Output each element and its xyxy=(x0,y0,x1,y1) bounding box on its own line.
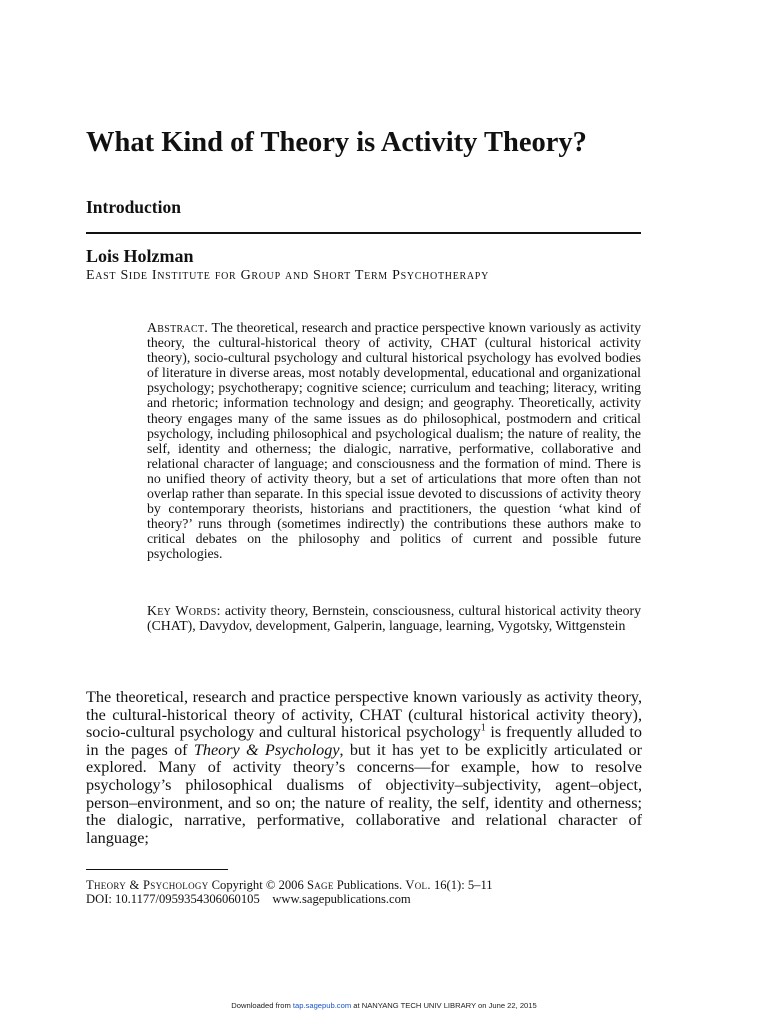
download-link[interactable]: tap.sagepub.com xyxy=(292,1001,352,1010)
abstract xyxy=(147,320,641,562)
body-paragraph xyxy=(86,689,642,847)
keywords-text: activity theory, Bernstein, consciousness, cultural historical activity theory (CHAT), Davydov, development, Galperin, language, learning, Vygotsky, Wittgenstein xyxy=(147,603,642,634)
doi-line: DOI: 10.1177/0959354306060105 www.sagepublications.com xyxy=(86,892,411,906)
keywords-label: Key Words: xyxy=(147,603,221,618)
footer-divider xyxy=(86,869,228,870)
body-text-part1: The theoretical, research and practice perspective known variously as activity theory, the cultural-historical theory of activity, CHAT (cultural historical activity theory), socio-cultural psychology and cultural historical psychology xyxy=(86,688,642,742)
journal-name-italic: Theory & Psychology xyxy=(193,740,340,759)
article-title: What Kind of Theory is Activity Theory? xyxy=(86,127,587,158)
publication-footer xyxy=(86,878,493,906)
download-notice xyxy=(0,1001,768,1010)
footer-publisher: Sage xyxy=(306,878,334,892)
footer-journal: Theory & Psychology xyxy=(86,878,209,892)
download-prefix: Downloaded from xyxy=(231,1001,293,1010)
footer-publisher-rest: Publications. xyxy=(333,878,406,892)
footer-vol-rest: 16(1): 5–11 xyxy=(430,878,493,892)
footer-copyright: Copyright © 2006 xyxy=(208,878,307,892)
author-name: Lois Holzman xyxy=(86,246,194,266)
keywords xyxy=(147,603,641,634)
author-affiliation: East Side Institute for Group and Short Term Psychotherapy xyxy=(86,268,489,283)
footer-vol-label: Vol. xyxy=(405,878,431,892)
abstract-label: Abstract. xyxy=(147,320,209,335)
footnote-ref[interactable]: 1 xyxy=(480,722,486,734)
copyright-line xyxy=(86,878,493,892)
body-text-part3: , but it has yet to be explicitly articulated or explored. Many of activity theory’s concerns—for example, how to resolve psychology’s philosophical dualisms of objectivity–subjectivity, agent–object, person–environment, and so on; the nature of reality, the self, identity and otherness; the dialogic, narrative, performative, collaborative and relational character of language; xyxy=(86,740,642,847)
title-divider xyxy=(86,232,641,234)
body-text-part2: is frequently alluded to in the pages of xyxy=(86,723,642,759)
download-suffix: at NANYANG TECH UNIV LIBRARY on June 22, 2015 xyxy=(351,1001,537,1010)
abstract-text: The theoretical, research and practice perspective known variously as activity theory, the cultural-historical theory of activity, CHAT (cultural historical activity theory), socio-cultural psychology and cultural historical psychology has evolved bodies of literature in diverse areas, most notably developmental, educational and organizational psychology; psychotherapy; cognitive science; curriculum and teaching; literacy, writing and rhetoric; information technology and design; and geography. Theoretically, activity theory engages many of the same issues as do philosophical, postmodern and critical psychology, including philosophical and psychological dualism; the nature of reality, the self, identity and otherness; the dialogic, narrative, performative, collaborative and relational character of language; and consciousness and the formation of mind. There is no unified theory of activity theory, but a set of articulations that more often than not overlap rather than separate. In this special issue devoted to discussions of activity theory by contemporary theorists, historians and practitioners, the question ‘what kind of theory?’ runs through (sometimes indirectly) the contributions these authors make to critical debates on the philosophy and politics of current and possible future psychologies. xyxy=(147,320,641,562)
article-subtitle: Introduction xyxy=(86,197,181,217)
